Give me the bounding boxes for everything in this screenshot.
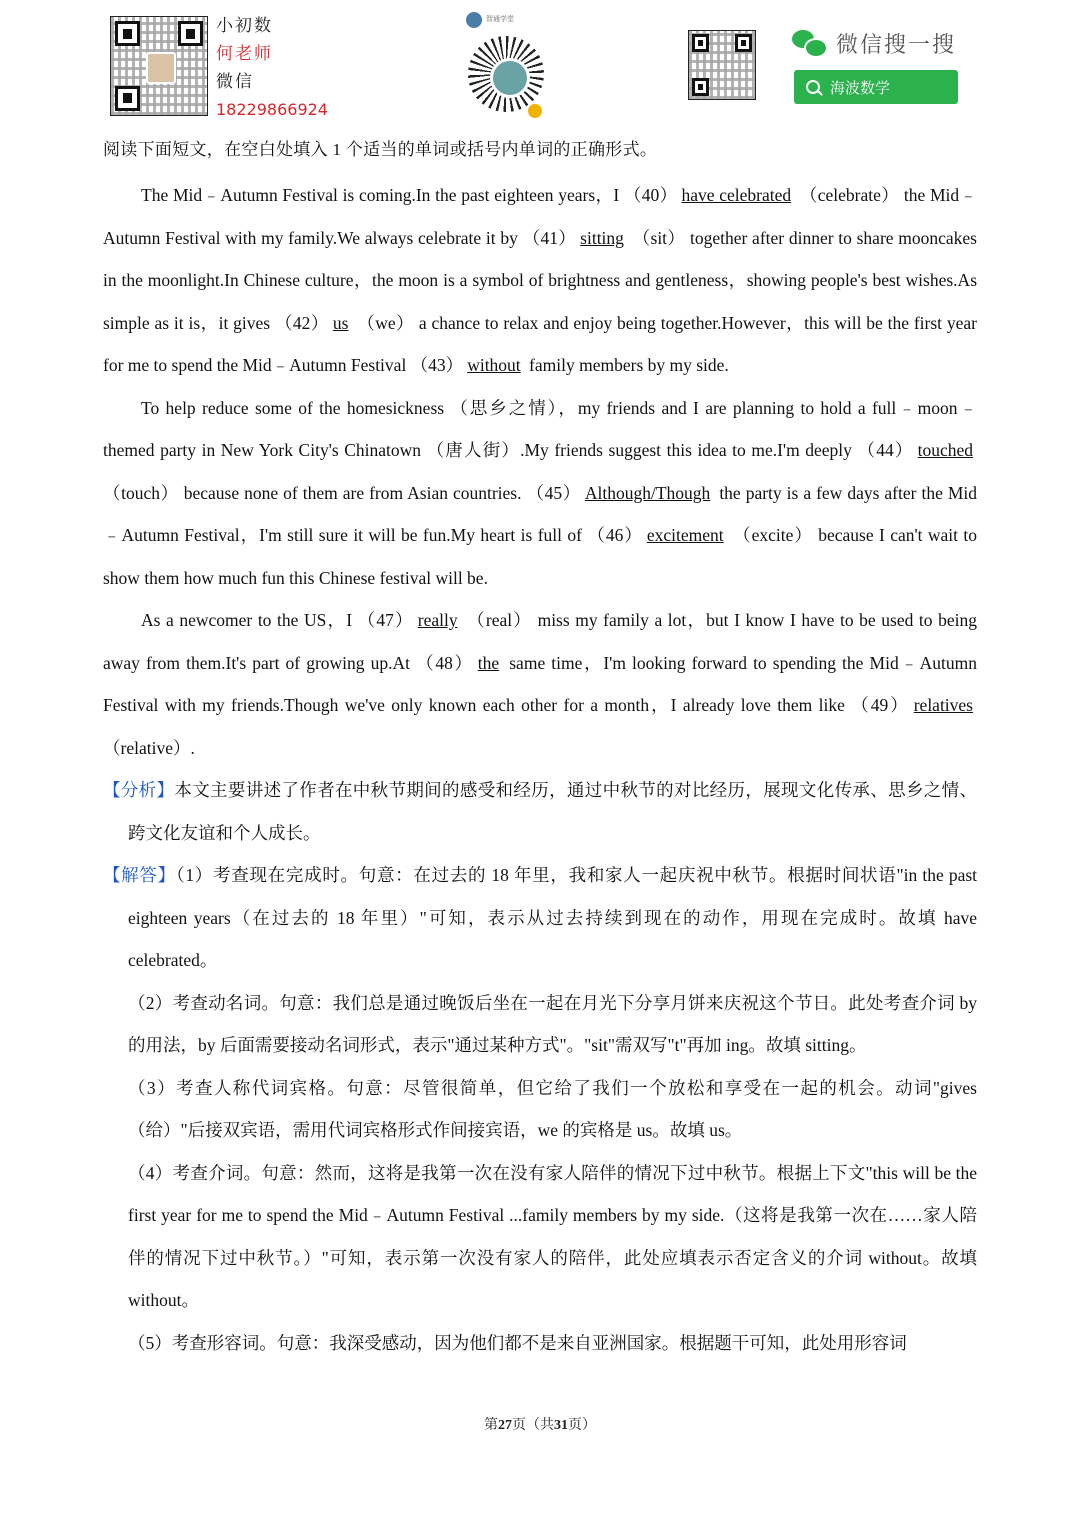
miniapp-code [466, 12, 546, 120]
passage-text: As a newcomer to the US，I （47） [141, 610, 414, 630]
miniapp-avatar [490, 58, 530, 98]
analysis-tag: 【分析】 [103, 780, 175, 800]
passage-paragraph-1 [103, 174, 977, 387]
passage-text: The Mid﹣Autumn Festival is coming.In the past eighteen years，I （40） [141, 185, 678, 205]
passage-text: To help reduce some of the homesickness （思乡之情），my friends and I are planning to hold a full﹣moon﹣themed party in New York City's Chinatown （唐人街）.My friends suggest this idea to me.I'm deeply （44） [103, 397, 977, 460]
passage-text: （touch） because none of them are from Asian countries. （45） [103, 482, 581, 503]
answer-41: sitting [580, 227, 624, 248]
solution-text: （1）考查现在完成时。句意：在过去的 18 年里，我和家人一起庆祝中秋节。根据时间状语"in the past eighteen years（在过去的 18 年里）"可知，表示从过去持续到现在的动作，用现在完成时。故填 have celebrated。 [128, 865, 978, 970]
answer-40: have celebrated [681, 185, 792, 205]
footer-prefix: 第 [484, 1418, 498, 1433]
footer-suffix: 页） [568, 1418, 596, 1433]
passage-text: the party is a few days after the Mid﹣Autumn Festival，I'm still sure it will be fun.My heart is full of （46） [103, 482, 978, 545]
solution-item-4: （4）考查介词。句意：然而，这将是我第一次在没有家人陪伴的情况下过中秋节。根据上下文"this will be the first year for me to spend the Mid﹣Autumn Festival ...family members by my side.（这将是我第一次在……家人陪伴的情况下过中秋节。）"可知，表示第一次没有家人的陪伴，此处应填表示否定含义的介词 without。故填 without。 [128, 1162, 977, 1310]
page-number: 27 [498, 1418, 512, 1433]
passage-paragraph-2 [103, 387, 977, 600]
passage-text: （excite） because I can't wait to show them how much fun this Chinese festival will be. [103, 525, 978, 588]
search-icon [806, 80, 820, 94]
instruction: 阅读下面短文，在空白处填入 1 个适当的单词或括号内单词的正确形式。 [103, 140, 658, 159]
answer-42: us [332, 312, 349, 333]
contact-line3: 微信 [216, 72, 254, 92]
page-footer [0, 1414, 1080, 1434]
miniapp-brand: 智通学堂 [486, 15, 514, 23]
footer-middle: 页（共 [512, 1418, 554, 1433]
answer-49: relatives [913, 695, 973, 715]
wechat-search-box[interactable] [794, 70, 958, 104]
answer-46: excitement [646, 525, 724, 545]
document-body [103, 132, 977, 1364]
passage-text: family members by my side. [529, 355, 729, 375]
page-total: 31 [554, 1418, 568, 1433]
solution-item-5: （5）考查形容词。句意：我深受感动，因为他们都不是来自亚洲国家。根据题干可知，此处用形容词 [128, 1332, 907, 1353]
passage-text: （relative）. [103, 737, 195, 758]
answer-43: without [467, 355, 521, 375]
passage-paragraph-3 [103, 599, 977, 769]
wechat-search-keyword: 海波数学 [830, 78, 891, 97]
passage-text: （sit） together after dinner to share mooncakes in the moonlight.In Chinese culture，the moon is a symbol of brightness and gentleness，showing people's best wishes.As simple as it is，it gives （42） [103, 227, 977, 333]
miniapp-badge-icon [528, 104, 542, 118]
passage-text: same time，I'm looking forward to spending the Mid﹣Autumn Festival with my friends.Though we've only known each other for a month，I already love them like （49） [103, 652, 978, 715]
wechat-qr-code [688, 30, 756, 100]
solution-item-3: （3）考查人称代词宾格。句意：尽管很简单，但它给了我们一个放松和享受在一起的机会。动词"gives（给）"后接双宾语，需用代词宾格形式作间接宾语，we 的宾格是 us。故填 us。 [128, 1077, 977, 1140]
contact-line1: 小初数 [216, 16, 273, 36]
contact-phone: 18229866924 [216, 100, 328, 119]
page-header [0, 0, 1080, 130]
passage-text: （real） miss my family a lot，but I know I have to be used to being away from them.It's part of growing up.At （48） [103, 610, 977, 673]
solution-item-2: （2）考查动名词。句意：我们总是通过晚饭后坐在一起在月光下分享月饼来庆祝这个节日。此处考查介词 by 的用法，by 后面需要接动名词形式，表示"通过某种方式"。"sit"需双写"t"再加 ing。故填 sitting。 [128, 992, 977, 1055]
answer-47: really [417, 610, 458, 630]
teacher-qr-code [110, 16, 208, 116]
analysis-text: 本文主要讲述了作者在中秋节期间的感受和经历，通过中秋节的对比经历，展现文化传承、思乡之情、跨文化友谊和个人成长。 [128, 780, 977, 843]
contact-info [216, 12, 328, 124]
contact-line2: 何老师 [216, 44, 273, 64]
wechat-icon [792, 30, 826, 58]
passage-text: （we） a chance to relax and enjoy being together.However，this will be the first year for me to spend the Mid﹣Autumn Festival （43） [103, 312, 977, 375]
answer-48: the [477, 652, 500, 673]
wechat-search-header [792, 28, 956, 59]
solution-tag: 【解答】 [103, 865, 176, 885]
analysis-section [103, 769, 977, 854]
answer-44: touched [917, 440, 973, 460]
answer-45: Although/Though [584, 482, 711, 503]
miniapp-logo-icon [466, 12, 482, 28]
passage-text: （celebrate） the Mid﹣Autumn Festival with my family.We always celebrate it by （41） [103, 185, 977, 248]
solution-item-1 [103, 854, 977, 982]
wechat-search-title: 微信搜一搜 [836, 33, 957, 58]
